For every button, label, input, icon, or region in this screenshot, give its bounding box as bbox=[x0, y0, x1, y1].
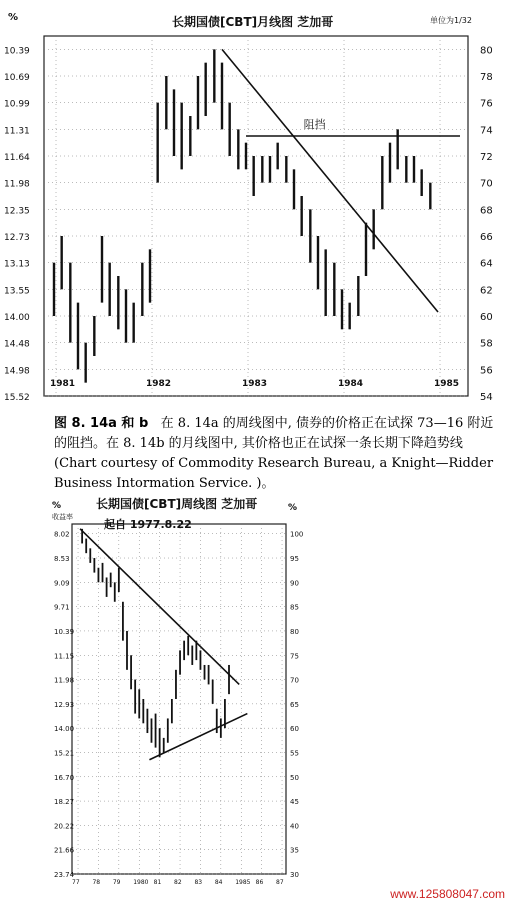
right-tick-label: 72 bbox=[480, 152, 493, 163]
left-axis-symbol: % bbox=[8, 12, 19, 23]
plot-frame bbox=[72, 524, 286, 874]
chart-title: 长期国债[CBT]周线图 芝加哥 bbox=[96, 497, 258, 511]
unit-label: 单位为1/32 bbox=[430, 16, 472, 25]
figure-caption bbox=[54, 414, 504, 494]
left-tick-label: 11.64 bbox=[4, 153, 30, 163]
x-tick-label: 78 bbox=[92, 879, 101, 886]
left-axis-symbol: % bbox=[52, 501, 62, 511]
right-tick-label: 50 bbox=[290, 773, 299, 782]
left-tick-label: 10.39 bbox=[54, 627, 75, 636]
left-tick-label: 10.99 bbox=[4, 99, 30, 110]
x-tick-label: 82 bbox=[174, 879, 182, 886]
x-tick-label: 1985 bbox=[235, 879, 251, 886]
x-tick-label: 86 bbox=[255, 879, 264, 886]
left-tick-label: 8.02 bbox=[54, 530, 70, 539]
left-tick-label: 14.00 bbox=[4, 313, 30, 323]
x-tick-label: 84 bbox=[214, 879, 223, 886]
left-tick-label: 18.27 bbox=[54, 798, 75, 807]
x-tick-label: 1980 bbox=[133, 879, 149, 886]
figure-caption-text: 在 8. 14a 的周线图中, 债券的价格正在试探 73—16 附近的阻挡。在 8. 14b 的月线图中, 其价格也正在试探一条长期下降趋势线(Chart courtesy of Commodity Research Bureau, a Knight—Ridder Business Intormation Service. )。 bbox=[54, 416, 494, 491]
right-tick-label: 55 bbox=[290, 749, 299, 758]
left-tick-label: 8.53 bbox=[54, 555, 70, 564]
left-tick-label: 9.71 bbox=[54, 603, 70, 612]
right-tick-label: 45 bbox=[290, 798, 299, 807]
left-tick-label: 11.31 bbox=[4, 126, 30, 137]
left-tick-label: 12.93 bbox=[54, 700, 75, 709]
right-tick-label: 90 bbox=[290, 579, 299, 588]
right-tick-label: 78 bbox=[480, 72, 493, 83]
x-tick-label: 1982 bbox=[146, 379, 172, 389]
left-tick-label: 15.52 bbox=[4, 393, 30, 403]
right-tick-label: 80 bbox=[480, 45, 493, 57]
left-tick-label: 11.98 bbox=[4, 179, 30, 190]
right-tick-label: 95 bbox=[290, 555, 299, 564]
left-tick-label: 15.21 bbox=[54, 749, 75, 758]
x-tick-label: 81 bbox=[153, 879, 162, 886]
left-axis-label: 收益率 bbox=[52, 513, 73, 521]
right-tick-label: 56 bbox=[480, 365, 493, 377]
lower-trendline bbox=[149, 714, 247, 760]
chart-subtitle: 起自 1977.8.22 bbox=[104, 518, 192, 531]
left-tick-label: 11.15 bbox=[54, 652, 75, 661]
left-tick-label: 9.09 bbox=[54, 579, 70, 588]
x-tick-label: 79 bbox=[112, 879, 121, 886]
right-tick-label: 60 bbox=[480, 312, 493, 323]
right-tick-label: 64 bbox=[480, 258, 493, 270]
chart-title: 长期国债[CBT]月线图 芝加哥 bbox=[172, 15, 334, 29]
right-tick-label: 62 bbox=[480, 285, 493, 297]
watermark-text: www.125808047.com bbox=[390, 887, 505, 901]
right-tick-label: 65 bbox=[290, 700, 299, 709]
right-tick-label: 76 bbox=[480, 98, 493, 110]
left-tick-label: 14.00 bbox=[54, 725, 75, 734]
right-tick-label: 80 bbox=[290, 627, 299, 636]
right-tick-label: 85 bbox=[290, 603, 299, 612]
weekly-bond-chart bbox=[0, 494, 511, 886]
left-tick-label: 10.69 bbox=[4, 73, 30, 83]
left-tick-label: 13.13 bbox=[4, 259, 30, 270]
right-tick-label: 70 bbox=[290, 676, 299, 685]
left-tick-label: 21.66 bbox=[54, 846, 75, 855]
left-tick-label: 20.22 bbox=[54, 822, 75, 831]
left-tick-label: 10.39 bbox=[4, 46, 30, 57]
left-tick-label: 16.70 bbox=[54, 773, 75, 782]
right-tick-label: 100 bbox=[290, 530, 304, 539]
x-tick-label: 1984 bbox=[338, 379, 364, 389]
left-tick-label: 12.35 bbox=[4, 206, 30, 217]
x-tick-label: 1981 bbox=[50, 379, 76, 389]
x-tick-label: 87 bbox=[276, 879, 284, 886]
resistance-label: 阻挡 bbox=[303, 118, 326, 131]
right-axis-symbol: % bbox=[288, 503, 298, 513]
right-tick-label: 35 bbox=[290, 846, 299, 855]
left-tick-label: 12.73 bbox=[4, 233, 30, 243]
left-tick-label: 13.55 bbox=[4, 286, 30, 297]
x-tick-label: 1983 bbox=[242, 379, 268, 389]
right-tick-label: 60 bbox=[290, 725, 299, 734]
left-tick-label: 23.74 bbox=[54, 871, 75, 879]
right-tick-label: 75 bbox=[290, 652, 299, 661]
right-tick-label: 66 bbox=[480, 232, 493, 243]
right-tick-label: 30 bbox=[290, 871, 299, 879]
left-tick-label: 14.48 bbox=[4, 339, 30, 350]
figure-label: 图 8. 14a 和 b bbox=[54, 416, 149, 431]
monthly-bond-chart bbox=[0, 0, 511, 412]
right-tick-label: 70 bbox=[480, 178, 493, 190]
right-tick-label: 68 bbox=[480, 205, 493, 217]
x-tick-label: 77 bbox=[72, 879, 80, 886]
right-tick-label: 74 bbox=[480, 125, 493, 137]
x-tick-label: 1985 bbox=[434, 379, 460, 389]
left-tick-label: 11.98 bbox=[54, 676, 75, 685]
right-tick-label: 58 bbox=[480, 338, 493, 350]
x-tick-label: 83 bbox=[194, 879, 203, 886]
right-tick-label: 40 bbox=[290, 822, 299, 831]
left-tick-label: 14.98 bbox=[4, 366, 30, 377]
right-tick-label: 54 bbox=[480, 392, 493, 403]
